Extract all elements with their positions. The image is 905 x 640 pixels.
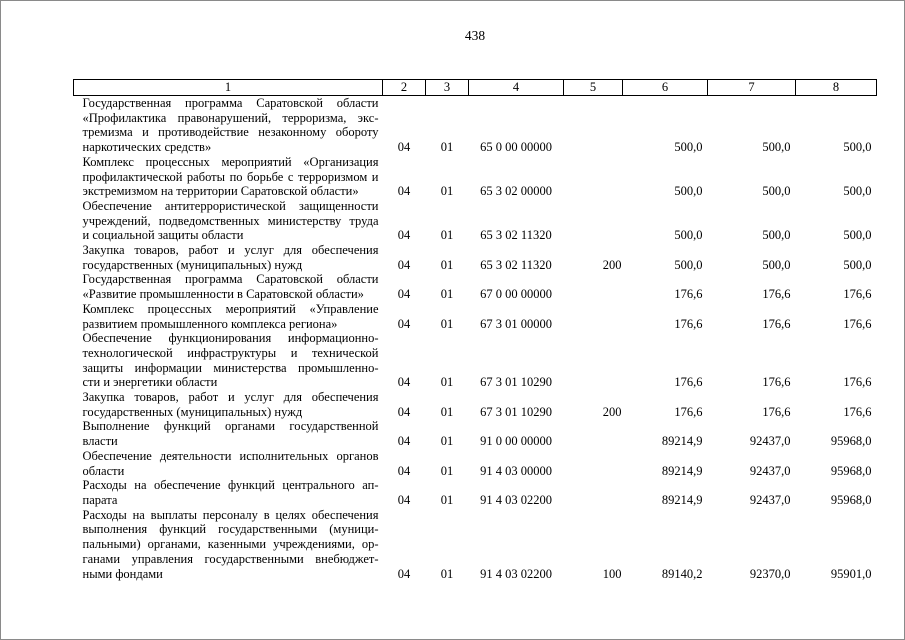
cell-c8: 95901,0 <box>830 566 872 581</box>
table-row <box>74 155 877 199</box>
cell-c7: 92370,0 <box>749 566 791 581</box>
program-name-cell <box>74 155 383 199</box>
column-header-3: 3 <box>426 80 469 96</box>
cell-c8: 500,0 <box>843 228 872 243</box>
column-header-6: 6 <box>623 80 708 96</box>
program-name-line: Государственная программа Саратовской области <box>82 272 379 287</box>
cell-c5 <box>564 272 623 301</box>
cell-c8: 95968,0 <box>830 434 872 449</box>
cell-c3: 01 <box>440 375 454 390</box>
program-name-line: Выполнение функций органами государственной <box>82 419 379 434</box>
program-name-line: Обеспечение антитеррористической защищенности <box>82 198 379 213</box>
cell-c5 <box>564 449 623 478</box>
table-row <box>74 199 877 243</box>
program-name-cell <box>74 199 383 243</box>
cell-c2: 04 <box>397 463 411 478</box>
program-name-line: Закупка товаров, работ и услуг для обеспечения <box>82 390 379 405</box>
program-name-line: наркотических средств» <box>82 140 212 155</box>
cell-c6: 500,0 <box>674 228 703 243</box>
cell-c4: 91 4 03 00000 <box>480 463 552 478</box>
program-name-line: Расходы на выплаты персоналу в целях обеспечения <box>82 507 379 522</box>
column-header-8: 8 <box>796 80 877 96</box>
program-name-line: Государственная программа Саратовской области <box>82 96 379 110</box>
cell-c5 <box>564 155 623 199</box>
cell-c8: 176,6 <box>843 375 872 390</box>
cell-c8: 500,0 <box>843 184 872 199</box>
table-header-row <box>74 80 877 96</box>
table-row <box>74 302 877 331</box>
table-body <box>74 96 877 582</box>
cell-c4: 67 3 01 10290 <box>480 404 552 419</box>
program-name-line: учреждений, подведомственных министерству труда <box>82 213 379 228</box>
cell-c3: 01 <box>440 463 454 478</box>
program-name-line: и социальной защиты области <box>82 228 244 243</box>
column-header-4: 4 <box>469 80 564 96</box>
cell-c3: 01 <box>440 316 454 331</box>
program-name-line: пальными) органами, казенными учреждениями, ор- <box>82 537 379 552</box>
cell-c3: 01 <box>440 434 454 449</box>
program-name-cell <box>74 302 383 331</box>
cell-c8: 176,6 <box>843 287 872 302</box>
budget-table <box>73 79 877 581</box>
cell-c7: 500,0 <box>762 184 791 199</box>
cell-c4: 65 3 02 11320 <box>480 257 552 272</box>
cell-c5 <box>564 199 623 243</box>
table-row <box>74 478 877 507</box>
program-name-cell <box>74 96 383 155</box>
page-number: 438 <box>464 28 486 43</box>
program-name-line: экстремизмом на территории Саратовской области» <box>82 184 359 199</box>
cell-c6: 500,0 <box>674 184 703 199</box>
program-name-line: «Развитие промышленности в Саратовской области» <box>82 287 364 302</box>
program-name-line: тремизма и противодействие незаконному обороту <box>82 125 379 140</box>
cell-c3: 01 <box>440 140 454 155</box>
cell-c6: 89140,2 <box>661 566 703 581</box>
cell-c2: 04 <box>397 404 411 419</box>
cell-c8: 176,6 <box>843 404 872 419</box>
cell-c3: 01 <box>440 184 454 199</box>
program-name-cell <box>74 272 383 301</box>
cell-c7: 92437,0 <box>749 463 791 478</box>
program-name-cell <box>74 419 383 448</box>
program-name-line: государственных (муниципальных) нужд <box>82 404 303 419</box>
cell-c7: 176,6 <box>762 375 791 390</box>
program-name-cell <box>74 478 383 507</box>
cell-c7: 92437,0 <box>749 492 791 507</box>
cell-c3: 01 <box>440 287 454 302</box>
cell-c2: 04 <box>397 316 411 331</box>
cell-c6: 176,6 <box>674 375 703 390</box>
program-name-line: Обеспечение деятельности исполнительных органов <box>82 448 379 463</box>
table-row <box>74 272 877 301</box>
cell-c8: 95968,0 <box>830 492 872 507</box>
program-name-cell <box>74 390 383 419</box>
cell-c7: 176,6 <box>762 287 791 302</box>
cell-c3: 01 <box>440 566 454 581</box>
program-name-line: ганами управления государственными внебюджет- <box>82 551 379 566</box>
cell-c4: 67 3 01 00000 <box>480 316 552 331</box>
cell-c2: 04 <box>397 184 411 199</box>
table-row <box>74 390 877 419</box>
cell-c2: 04 <box>397 228 411 243</box>
cell-c6: 176,6 <box>674 287 703 302</box>
table-row <box>74 96 877 155</box>
cell-c5 <box>564 96 623 155</box>
cell-c5 <box>564 419 623 448</box>
cell-c3: 01 <box>440 492 454 507</box>
cell-c5: 100 <box>602 566 622 581</box>
program-name-cell <box>74 449 383 478</box>
cell-c5 <box>564 331 623 390</box>
cell-c3: 01 <box>440 404 454 419</box>
program-name-line: Обеспечение функционирования информационно- <box>82 331 379 346</box>
cell-c4: 65 3 02 00000 <box>480 184 552 199</box>
column-header-5: 5 <box>564 80 623 96</box>
cell-c4: 91 4 03 02200 <box>480 492 552 507</box>
table-row <box>74 508 877 582</box>
cell-c3: 01 <box>440 228 454 243</box>
program-name-line: парата <box>82 492 118 507</box>
program-name-line: профилактической работы по борьбе с терроризмом и <box>82 169 379 184</box>
column-header-7: 7 <box>708 80 796 96</box>
cell-c4: 67 3 01 10290 <box>480 375 552 390</box>
cell-c3: 01 <box>440 257 454 272</box>
cell-c5 <box>564 302 623 331</box>
program-name-line: выполнения функций государственными (муници- <box>82 522 379 537</box>
program-name-line: Комплекс процессных мероприятий «Организация <box>82 154 379 169</box>
cell-c8: 500,0 <box>843 140 872 155</box>
table-row <box>74 419 877 448</box>
program-name-line: Комплекс процессных мероприятий «Управление <box>82 301 379 316</box>
cell-c8: 95968,0 <box>830 463 872 478</box>
cell-c2: 04 <box>397 434 411 449</box>
cell-c7: 176,6 <box>762 404 791 419</box>
cell-c6: 89214,9 <box>661 492 703 507</box>
cell-c6: 89214,9 <box>661 434 703 449</box>
cell-c7: 500,0 <box>762 257 791 272</box>
table-row <box>74 331 877 390</box>
cell-c7: 500,0 <box>762 228 791 243</box>
cell-c6: 176,6 <box>674 404 703 419</box>
program-name-line: Расходы на обеспечение функций центрального ап- <box>82 478 379 493</box>
cell-c4: 91 4 03 02200 <box>480 566 552 581</box>
program-name-cell <box>74 243 383 272</box>
cell-c2: 04 <box>397 287 411 302</box>
cell-c2: 04 <box>397 375 411 390</box>
cell-c2: 04 <box>397 257 411 272</box>
cell-c7: 500,0 <box>762 140 791 155</box>
cell-c6: 176,6 <box>674 316 703 331</box>
cell-c2: 04 <box>397 566 411 581</box>
program-name-line: государственных (муниципальных) нужд <box>82 257 303 272</box>
cell-c5: 200 <box>602 257 622 272</box>
program-name-line: технологической инфраструктуры и технической <box>82 345 379 360</box>
program-name-line: Закупка товаров, работ и услуг для обеспечения <box>82 243 379 258</box>
program-name-line: развитием промышленного комплекса региона» <box>82 316 338 331</box>
program-name-cell <box>74 508 383 582</box>
cell-c8: 176,6 <box>843 316 872 331</box>
cell-c4: 65 0 00 00000 <box>480 140 552 155</box>
program-name-line: власти <box>82 434 118 449</box>
program-name-cell <box>74 331 383 390</box>
cell-c2: 04 <box>397 492 411 507</box>
cell-c4: 65 3 02 11320 <box>480 228 552 243</box>
program-name-line: защиты информации министерства промышленно- <box>82 360 379 375</box>
program-name-line: ными фондами <box>82 566 163 581</box>
table-row <box>74 243 877 272</box>
cell-c8: 500,0 <box>843 257 872 272</box>
cell-c6: 500,0 <box>674 257 703 272</box>
column-header-1: 1 <box>74 80 383 96</box>
cell-c2: 04 <box>397 140 411 155</box>
cell-c6: 89214,9 <box>661 463 703 478</box>
column-header-2: 2 <box>383 80 426 96</box>
program-name-line: области <box>82 463 125 478</box>
cell-c4: 67 0 00 00000 <box>480 287 552 302</box>
program-name-line: сти и энергетики области <box>82 375 218 390</box>
cell-c4: 91 0 00 00000 <box>480 434 552 449</box>
cell-c7: 176,6 <box>762 316 791 331</box>
cell-c5 <box>564 478 623 507</box>
cell-c6: 500,0 <box>674 140 703 155</box>
program-name-line: «Профилактика правонарушений, терроризма, экс- <box>82 110 379 125</box>
table-row <box>74 449 877 478</box>
cell-c5: 200 <box>602 404 622 419</box>
cell-c7: 92437,0 <box>749 434 791 449</box>
